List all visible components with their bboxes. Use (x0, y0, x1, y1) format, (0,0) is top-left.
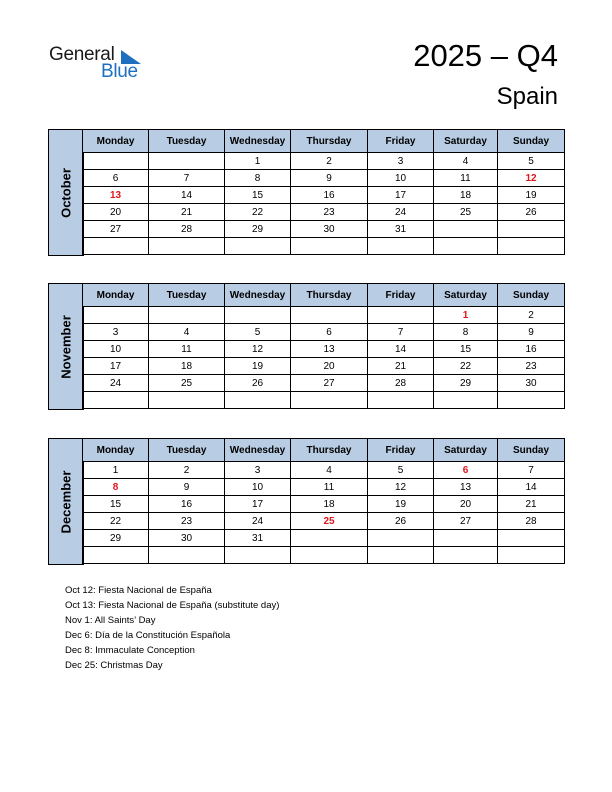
day-cell: 28 (368, 375, 434, 392)
day-cell: 6 (83, 170, 149, 187)
weekday-header: Sunday (498, 130, 565, 153)
day-cell (149, 307, 225, 324)
day-cell (434, 221, 498, 238)
calendar-grid (82, 283, 565, 409)
day-cell (291, 530, 368, 547)
day-cell: 12 (368, 479, 434, 496)
month-label: November (58, 314, 74, 379)
logo-blue-text: Blue (101, 61, 138, 82)
holiday-day-cell: 25 (291, 513, 368, 530)
day-cell (83, 307, 149, 324)
day-cell: 10 (368, 170, 434, 187)
day-cell: 30 (498, 375, 565, 392)
day-cell: 1 (225, 153, 291, 170)
weekday-header: Wednesday (225, 130, 291, 153)
weekday-header: Tuesday (149, 130, 225, 153)
day-cell (368, 547, 434, 564)
day-cell (225, 392, 291, 409)
day-cell: 20 (291, 358, 368, 375)
holiday-notes (65, 583, 279, 673)
day-cell (149, 153, 225, 170)
weekday-header: Wednesday (225, 284, 291, 307)
day-cell (149, 547, 225, 564)
day-cell: 4 (291, 462, 368, 479)
week-row (83, 392, 565, 409)
day-cell: 28 (498, 513, 565, 530)
weekday-header: Monday (83, 284, 149, 307)
weekday-header: Saturday (434, 284, 498, 307)
day-cell: 16 (498, 341, 565, 358)
day-cell: 1 (83, 462, 149, 479)
weekday-header: Wednesday (225, 439, 291, 462)
week-row (83, 170, 565, 187)
week-row (83, 324, 565, 341)
day-cell (225, 307, 291, 324)
day-cell: 20 (434, 496, 498, 513)
calendar-grid (82, 129, 565, 255)
day-cell: 17 (225, 496, 291, 513)
day-cell: 13 (434, 479, 498, 496)
day-cell: 18 (149, 358, 225, 375)
week-row (83, 204, 565, 221)
weekday-header: Tuesday (149, 439, 225, 462)
day-cell: 5 (225, 324, 291, 341)
day-cell: 18 (291, 496, 368, 513)
day-cell (434, 547, 498, 564)
week-row (83, 358, 565, 375)
weekday-header: Monday (83, 130, 149, 153)
day-cell: 5 (498, 153, 565, 170)
day-cell: 5 (368, 462, 434, 479)
day-cell: 15 (225, 187, 291, 204)
holiday-day-cell: 12 (498, 170, 565, 187)
day-cell (83, 547, 149, 564)
day-cell: 27 (291, 375, 368, 392)
week-row (83, 187, 565, 204)
day-cell: 16 (291, 187, 368, 204)
day-cell: 18 (434, 187, 498, 204)
day-cell: 31 (368, 221, 434, 238)
holiday-note: Oct 12: Fiesta Nacional de España (65, 585, 212, 596)
week-row (83, 341, 565, 358)
weekday-header: Monday (83, 439, 149, 462)
day-cell: 8 (434, 324, 498, 341)
day-cell: 24 (225, 513, 291, 530)
day-cell: 19 (225, 358, 291, 375)
page-title: 2025 – Q4 (413, 38, 558, 73)
day-cell (498, 392, 565, 409)
holiday-day-cell: 6 (434, 462, 498, 479)
day-cell (498, 530, 565, 547)
day-cell: 25 (434, 204, 498, 221)
day-cell: 6 (291, 324, 368, 341)
day-cell: 19 (498, 187, 565, 204)
day-cell: 8 (225, 170, 291, 187)
day-cell: 27 (434, 513, 498, 530)
day-cell (368, 238, 434, 255)
day-cell: 17 (368, 187, 434, 204)
day-cell: 19 (368, 496, 434, 513)
day-cell: 11 (149, 341, 225, 358)
day-cell (83, 153, 149, 170)
day-cell: 3 (368, 153, 434, 170)
day-cell: 21 (149, 204, 225, 221)
month-label-box (48, 129, 84, 256)
weekday-header: Saturday (434, 130, 498, 153)
day-cell: 24 (83, 375, 149, 392)
week-row (83, 238, 565, 255)
day-cell: 16 (149, 496, 225, 513)
week-row (83, 462, 565, 479)
weekday-header: Saturday (434, 439, 498, 462)
day-cell: 11 (434, 170, 498, 187)
day-cell (291, 547, 368, 564)
day-cell: 7 (149, 170, 225, 187)
week-row (83, 221, 565, 238)
day-cell: 3 (225, 462, 291, 479)
day-cell: 31 (225, 530, 291, 547)
day-cell (368, 392, 434, 409)
day-cell: 23 (149, 513, 225, 530)
day-cell: 7 (368, 324, 434, 341)
day-cell: 14 (368, 341, 434, 358)
month-october (48, 129, 564, 256)
day-cell: 26 (498, 204, 565, 221)
week-row (83, 375, 565, 392)
day-cell: 21 (368, 358, 434, 375)
day-cell (291, 392, 368, 409)
holiday-note: Dec 6: Día de la Constitución Española (65, 630, 231, 641)
weekday-header: Thursday (291, 130, 368, 153)
day-cell: 2 (149, 462, 225, 479)
day-cell: 12 (225, 341, 291, 358)
day-cell: 26 (225, 375, 291, 392)
month-label: December (58, 470, 74, 533)
day-cell: 27 (83, 221, 149, 238)
week-row (83, 496, 565, 513)
month-december (48, 438, 564, 565)
month-label: October (58, 167, 74, 218)
day-cell: 30 (291, 221, 368, 238)
week-row (83, 530, 565, 547)
weekday-header: Sunday (498, 439, 565, 462)
day-cell (434, 392, 498, 409)
day-cell: 3 (83, 324, 149, 341)
week-row (83, 547, 565, 564)
day-cell: 7 (498, 462, 565, 479)
day-cell: 4 (434, 153, 498, 170)
day-cell: 22 (434, 358, 498, 375)
day-cell: 28 (149, 221, 225, 238)
day-cell (291, 307, 368, 324)
day-cell (368, 307, 434, 324)
week-row (83, 513, 565, 530)
weekday-header: Friday (368, 439, 434, 462)
day-cell (291, 238, 368, 255)
week-row (83, 479, 565, 496)
weekday-header-row (83, 284, 565, 307)
holiday-note: Dec 8: Immaculate Conception (65, 645, 195, 656)
day-cell (149, 392, 225, 409)
day-cell: 22 (225, 204, 291, 221)
day-cell (434, 238, 498, 255)
week-row (83, 153, 565, 170)
day-cell: 14 (498, 479, 565, 496)
holiday-note: Oct 13: Fiesta Nacional de España (substitute day) (65, 600, 280, 611)
weekday-header-row (83, 439, 565, 462)
day-cell (368, 530, 434, 547)
day-cell: 21 (498, 496, 565, 513)
logo-general-text: General (49, 44, 115, 65)
month-label-box (48, 438, 84, 565)
month-label-box (48, 283, 84, 410)
day-cell: 9 (149, 479, 225, 496)
day-cell: 23 (291, 204, 368, 221)
holiday-day-cell: 1 (434, 307, 498, 324)
day-cell (225, 238, 291, 255)
weekday-header-row (83, 130, 565, 153)
day-cell (225, 547, 291, 564)
day-cell: 29 (434, 375, 498, 392)
country-name: Spain (496, 83, 558, 110)
day-cell: 30 (149, 530, 225, 547)
day-cell (498, 547, 565, 564)
day-cell: 11 (291, 479, 368, 496)
weekday-header: Thursday (291, 284, 368, 307)
day-cell: 24 (368, 204, 434, 221)
day-cell: 25 (149, 375, 225, 392)
day-cell: 4 (149, 324, 225, 341)
weekday-header: Thursday (291, 439, 368, 462)
day-cell: 29 (225, 221, 291, 238)
day-cell: 14 (149, 187, 225, 204)
day-cell: 10 (83, 341, 149, 358)
day-cell: 10 (225, 479, 291, 496)
day-cell (149, 238, 225, 255)
day-cell (83, 392, 149, 409)
day-cell: 17 (83, 358, 149, 375)
day-cell: 22 (83, 513, 149, 530)
weekday-header: Friday (368, 284, 434, 307)
day-cell: 2 (498, 307, 565, 324)
day-cell (83, 238, 149, 255)
day-cell (498, 221, 565, 238)
holiday-note: Dec 25: Christmas Day (65, 660, 163, 671)
day-cell: 2 (291, 153, 368, 170)
calendar-grid (82, 438, 565, 564)
weekday-header: Sunday (498, 284, 565, 307)
day-cell: 15 (434, 341, 498, 358)
day-cell: 9 (291, 170, 368, 187)
holiday-note: Nov 1: All Saints’ Day (65, 615, 156, 626)
day-cell: 20 (83, 204, 149, 221)
weekday-header: Friday (368, 130, 434, 153)
holiday-day-cell: 8 (83, 479, 149, 496)
month-november (48, 283, 564, 410)
generalblue-logo (49, 44, 149, 84)
holiday-day-cell: 13 (83, 187, 149, 204)
day-cell: 29 (83, 530, 149, 547)
day-cell (434, 530, 498, 547)
day-cell: 9 (498, 324, 565, 341)
weekday-header: Tuesday (149, 284, 225, 307)
day-cell: 15 (83, 496, 149, 513)
day-cell (498, 238, 565, 255)
week-row (83, 307, 565, 324)
day-cell: 23 (498, 358, 565, 375)
day-cell: 13 (291, 341, 368, 358)
day-cell: 26 (368, 513, 434, 530)
